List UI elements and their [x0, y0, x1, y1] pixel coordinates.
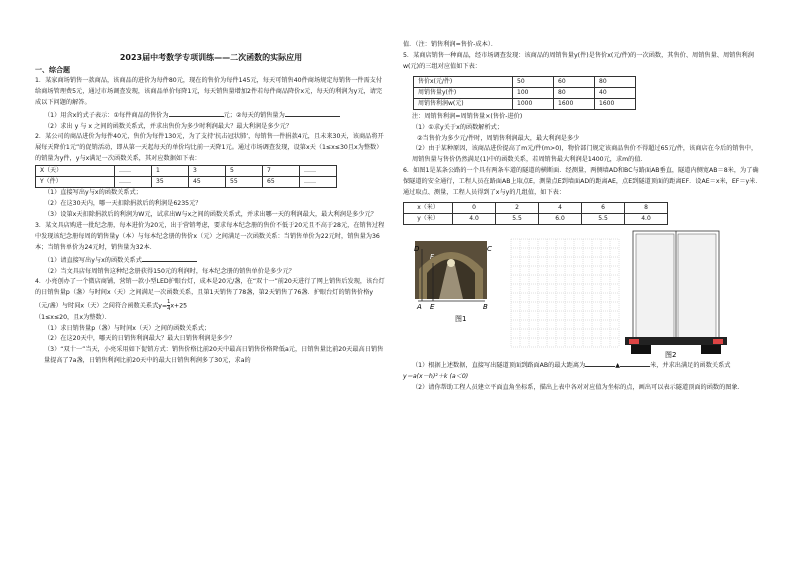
q6-sub1: （1）根据上述数据，直接写出隧道顶面到路面AB的最大距离为 ▲ 米，并求出满足的函数关系式: [403, 359, 763, 372]
tunnel-light: [447, 259, 455, 267]
truck-light-left: [629, 339, 639, 344]
q6-stem: 6．如图1是某条公路的一个具有两条车道的隧道的横断面．经测量，两侧墙AD和BC与路面AB垂直，隧道内侧宽AB＝8米，为了确保隧道的安全通行，工程人员在路面AB上取点E，测量点E到墙面AD的距离AE，点E到隧道顶面的距离EF．设AE＝x米，EF＝y米．通过取点、测量，工程人员得到了x与y的几组值，如下表：: [403, 167, 762, 197]
figure1-label: 图1: [455, 314, 467, 323]
truck-door-right: [678, 234, 716, 340]
q2-table-rowlabel: Y（件）: [36, 177, 115, 188]
q4-sub1: （1）求日销售量p（盏）与时间x（天）之间的函数关系式；: [44, 324, 211, 332]
q6-table: x（米） 0 2 4 6 8 y（米） 4.0 5.5 6.0 5.5 4.0: [403, 202, 668, 225]
q6-sub2: （2）请你帮助工程人员建立平面直角坐标系，描出上表中各对对应值为坐标的点，画出可以表示隧道顶面的函数的图象．: [412, 383, 744, 391]
q2-stem: 2．某公司的商品进价为每件40元，售价为每件130元，为了支持‘抗击冠状肺’，每销售一件捐款4元，且未来30天，该商品将开展每天降价1元”的促销活动，即从第一天起每天的单价均比前一天降1元。通过市场调查发现，设第x天（1≤x≤30且x为整数）的销量为y件，y与x满足一次函数关系，其对应数据如下表：: [35, 133, 384, 163]
q5-sub1b: ②当售价为多少元/件时，周销售利润最大，最大利润是多少: [417, 134, 580, 142]
q3-stem: 3．某文具店购进一批纪念册，每本进价为20元，出于营销考虑，要求每本纪念册的售价不低于20元且不高于28元，在销售过程中发现该纪念册每周的销售量y（本）与每本纪念册的售价x（元）之间满足一次函数关系：当销售单价为22元时，销售量为36本；当销售单价为24元时，销售量为32本．: [35, 221, 385, 251]
truck-wheel-right: [701, 345, 721, 354]
q2-sub1: （1）直接写出y与x的函数关系式；: [44, 189, 142, 197]
truck-wheel-left: [631, 345, 651, 354]
q2-table-header: X（天）: [36, 166, 115, 177]
q6-figures: [403, 229, 763, 359]
q3-sub2: （2）当文具店每周销售这种纪念册获得150元的利润时，每本纪念册的销售单价是多少元？: [44, 267, 295, 275]
point-c-label: C: [487, 244, 492, 253]
q4-sub2: （2）在这20天中，哪天的日销售利润最大？最大日销售利润是多少？: [44, 335, 236, 343]
q5-note: 注：周销售利润=周销售量×(售价-进价): [412, 112, 523, 120]
right-column: [403, 0, 763, 394]
truck-bumper: [625, 337, 727, 345]
figure2-label: 图2: [665, 350, 677, 359]
q3-sub1: （1）请直接写出y与x的函数关系式: [35, 254, 387, 267]
coordinate-grid: [511, 239, 619, 347]
truck-door-left: [636, 234, 674, 340]
q4-note: 值．（注：销售利润=售价-成本）．: [403, 41, 498, 48]
page-title: 2023届中考数学专项训练——二次函数的实际应用: [119, 53, 303, 62]
point-e-label: E: [430, 302, 435, 311]
point-d-label: D: [414, 244, 420, 253]
q2-sub2: （2）在这30天内，哪一天扣除捐款后的利润是6235元？: [44, 200, 202, 208]
q4-condition: （1≤x≤20，且x为整数）．: [35, 313, 111, 321]
q5-sub2: （2）由于某种原因，该商品进价提高了m元/件(m>0)，物价部门规定该商品售价不得超过65元/件，该商店在今后的销售中，周销售量与售价仍然满足(1)中的函数关系，若周销售最大利润是1400元，求m的值．: [412, 145, 758, 164]
q4-stem: 4．小亮创办了一个微店商铺，营销一款小型LED护眼台灯，成本是20元/盏，在“双十一”前20天进行了网上销售后发现，该台灯的日销售量p（盏）与时间x（天）之间满足一次函数关系，且第1天销售了78盏，第2天销售了76盏．护眼台灯的销售价格y（元/盏）与时间x（天）之间符合函数关系式y= $\frac{1}{4}$ x+25: [35, 278, 385, 313]
q4-sub3: （3）“双十一”当天，小亮采用如下促销方式：销售价格比前20天中最高日销售价格降低a元，日销售量比前20天最高日销售量提高了7a盏，日销售利润比前20天中的最大日销售利润多了30元，求a的: [44, 346, 384, 365]
q1-stem: 1．某家商场销售一款商品，该商品的进价为每件80元，现在的售价为每件145元，每天可销售40件商场规定每销售一件需支付给商场管理费5元，通过市场调查发现，该商品单价每降1元，每天销售量增加2件若每件商品降价x元，每天的利润为y元，请完成以下问题的解答。: [35, 76, 383, 106]
left-column: [35, 0, 387, 367]
truck-light-right: [713, 339, 723, 344]
point-f-label: F: [430, 252, 435, 261]
point-b-label: B: [483, 302, 488, 311]
q5-sub1: （1）①求y关于x的函数解析式；: [412, 123, 504, 131]
q4-fraction: $\frac{1}{4}$: [167, 299, 171, 313]
q6-figures-svg: [403, 229, 763, 359]
point-a-label: A: [417, 302, 422, 311]
q2-sub3: （3）设第x天扣除捐款后的利润为W元，试求出W与x之间的函数关系式，并求出哪一天的利润最大，最大利润是多少元？: [44, 210, 377, 218]
q2-table: X（天） …… 1 3 5 7 …… Y（件） …… 35 45 55 65 ……: [35, 165, 337, 188]
q6-formula: y＝a(x－h)²＋k (a＜0): [403, 372, 469, 380]
q5-table: 售价x(元/件) 50 60 80 周销售量y(件) 100 80 40 周销售利润w(元) 1000 1600 1600: [413, 76, 636, 110]
q1-sub2: （2）求出 y 与 x 之间的函数关系式，并求出售价为多少时利润最大？最大利润是多少元？: [44, 122, 293, 130]
section-heading: 一、综合题: [35, 66, 70, 74]
truck-figure: [625, 231, 727, 359]
tunnel-figure: [414, 241, 492, 323]
q5-stem: 5．某商店销售一种商品，经市场调查发现：该商品的周销售量y(件)是售价x(元/件)的一次函数，其售价、周销售量、周销售利润w(元)的三组对应值如下表：: [403, 51, 754, 70]
q1-sub1: （1）用含x的式子表示：①每件商品的售价为 元；②每天的销售量为: [35, 109, 387, 122]
